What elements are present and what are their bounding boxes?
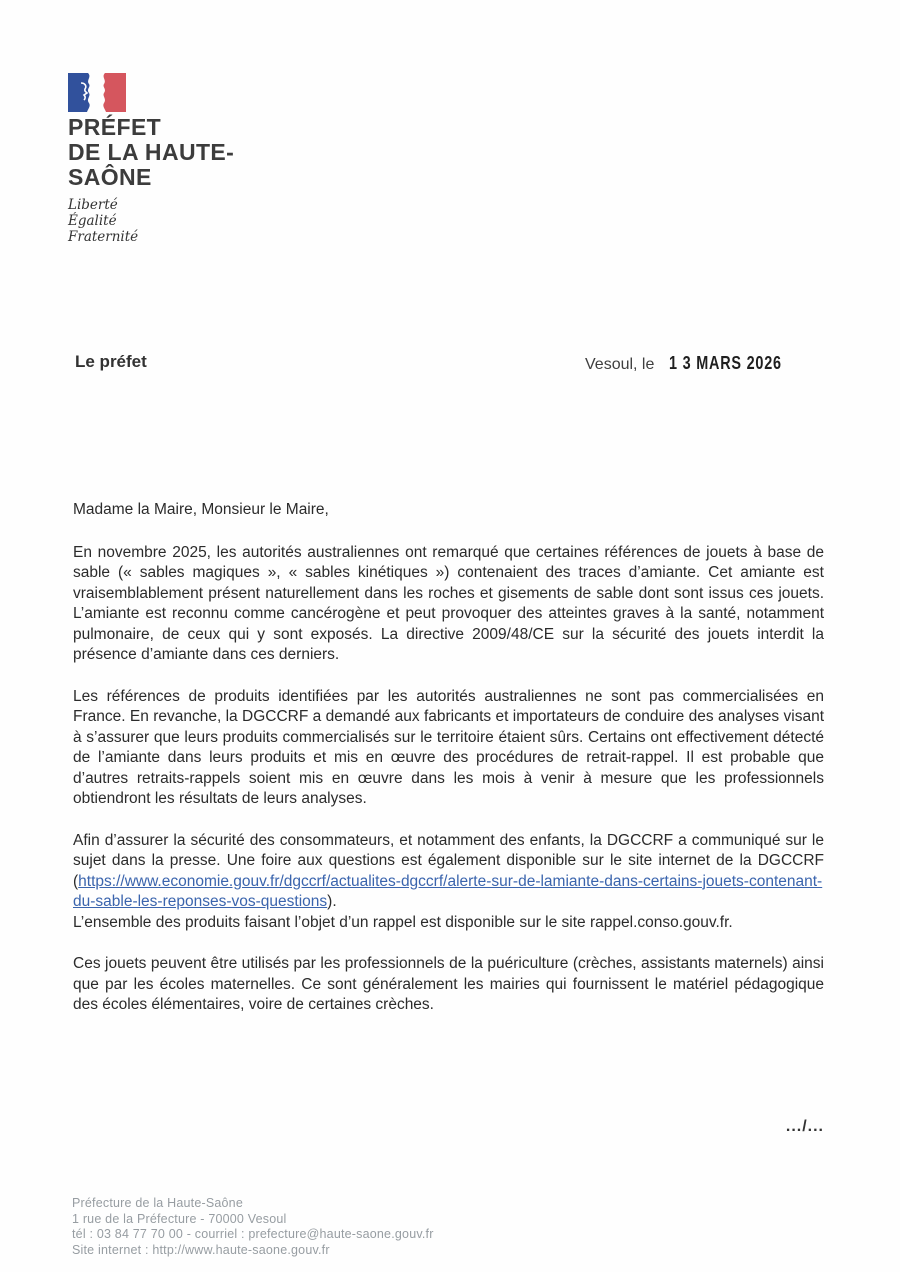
- sender-title: Le préfet: [75, 352, 147, 371]
- salutation: Madame la Maire, Monsieur le Maire,: [73, 501, 329, 518]
- paragraph-3-text-before-link: Afin d’assurer la sécurité des consommateurs, et notamment des enfants, la DGCCRF a communiqué sur le sujet dans la presse. Une foire aux questions est également disponible sur le site internet de la DGCCRF (: [73, 831, 824, 890]
- footer-line-contact: tél : 03 84 77 70 00 - courriel : prefecture@haute-saone.gouv.fr: [72, 1227, 434, 1241]
- prefecture-title-line: DE LA HAUTE-: [68, 139, 235, 165]
- footer-line-name: Préfecture de la Haute-Saône: [72, 1196, 243, 1210]
- prefecture-footer: [72, 1196, 434, 1258]
- motto-line: Égalité: [68, 213, 117, 229]
- place-date-line: [585, 352, 813, 374]
- paragraph-3: [73, 831, 824, 934]
- place-date-prefix: Vesoul, le: [585, 356, 655, 373]
- continuation-mark: .../...: [785, 1118, 824, 1135]
- marianne-flag-icon: [68, 73, 126, 112]
- paragraph-4: Ces jouets peuvent être utilisés par les professionnels de la puériculture (crèches, assistants maternels) ainsi que par les écoles maternelles. Ce sont généralement les mairies qui fournissent le matériel pédagogique des écoles élémentaires, voire de certaines crèches.: [73, 955, 824, 1013]
- paragraph-3-text-after-link: ).: [327, 893, 337, 910]
- government-logo-block: [68, 73, 234, 245]
- prefecture-title-line: PRÉFET: [68, 114, 162, 140]
- footer-line-website: Site internet : http://www.haute-saone.gouv.fr: [72, 1242, 330, 1257]
- paragraph-2: Les références de produits identifiées par les autorités australiennes ne sont pas commercialisées en France. En revanche, la DGCCRF a demandé aux fabricants et importateurs de conduire des analyses visant à s’assurer que leurs produits commercialisés sur le territoire étaient sûrs. Certains ont effectivement détecté de l’amiante dans leurs produits et mis en œuvre des procédures de retrait-rappel. Il est probable que d’autres retraits-rappels soient mis en œuvre dans les mois à venir à mesure que les professionnels obtiendront les résultats de leurs analyses.: [73, 687, 824, 807]
- date-stamp: 1 3 MARS 2026: [668, 352, 782, 373]
- motto-line: Liberté: [68, 197, 118, 213]
- dgccrf-faq-link[interactable]: https://www.economie.gouv.fr/dgccrf/actualites-dgccrf/alerte-sur-de-lamiante-dans-certains-jouets-contenant-du-sable-les-reponses-vos-questions: [73, 872, 823, 910]
- footer-line-address: 1 rue de la Préfecture - 70000 Vesoul: [72, 1211, 287, 1226]
- motto-line: Fraternité: [68, 229, 139, 245]
- letter-body: [73, 500, 824, 1037]
- paragraph-3-line2: L’ensemble des produits faisant l’objet d’un rappel est disponible sur le site rappel.conso.gouv.fr.: [73, 913, 733, 931]
- prefecture-title: [68, 115, 234, 190]
- paragraph-1: En novembre 2025, les autorités australiennes ont remarqué que certaines références de jouets à base de sable (« sables magiques », « sables kinétiques ») contenaient des traces d’amiante. Cet amiante est vraisemblablement présent naturellement dans les roches et gisements de sable dont sont issus ces jouets. L’amiante est reconnu comme cancérogène et peut provoquer des atteintes graves à la santé, notamment pulmonaire, de ceux qui y sont exposés. La directive 2009/48/CE sur la sécurité des jouets interdit la présence d’amiante dans ces derniers.: [73, 543, 824, 663]
- republic-motto: [68, 197, 234, 245]
- prefecture-title-line: SAÔNE: [68, 164, 152, 190]
